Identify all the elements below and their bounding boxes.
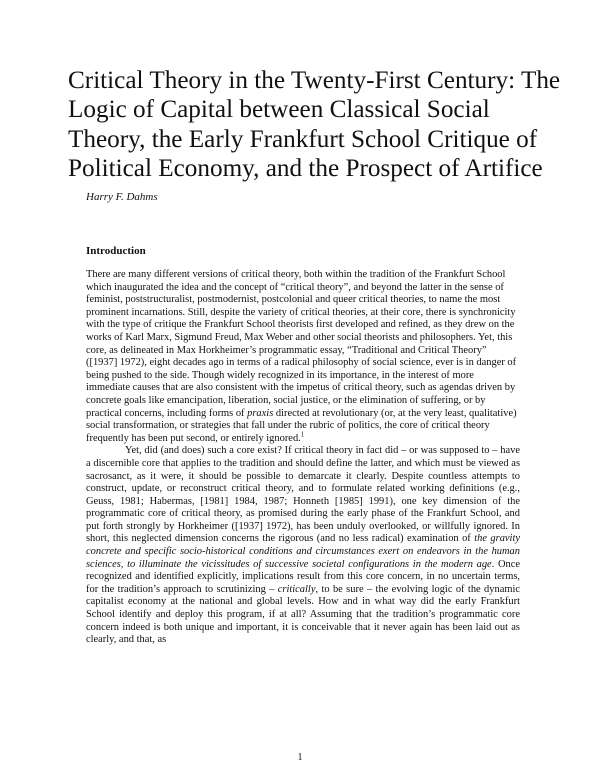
body-text: [86, 269, 520, 647]
paragraph-1-text-a: There are many different versions of critical theory, both within the tradition of the Frankfurt School which inaugurated the idea and the concept of “critical theory”, and beyond the latter in the sense of feminist, poststructuralist, postmodernist, postcolonial and queer critical theories, to name the most prominent incarnations. Still, despite the variety of critical theories, at their core, there is synchronicity with the type of critique the Frankfurt School theorists first developed and refined, as they drew on the works of Karl Marx, Sigmund Freud, Max Weber and other social theorists and philosophers. Yet, this core, as delineated in Max Horkheimer’s programmatic essay, “Traditional and Critical Theory” ([1937] 1972), eight decades ago in terms of a radical philosophy of social science, ever is in danger of being pushed to the side. Though widely recognized in its importance, in the interest of more immediate causes that are also consistent with the impetus of critical theory, such as agendas driven by concrete goals like emancipation, liberation, social justice, or the elimination of suffering, or by practical concerns, including forms of: [86, 269, 517, 419]
section-heading: Introduction: [86, 245, 146, 257]
paper-title: Critical Theory in the Twenty-First Century: The Logic of Capital between Classical Social Theory, the Early Frankfurt School Critique of Political Economy, and the Prospect of Artifice: [68, 67, 561, 182]
paragraph-2-italic-1: the gravity concrete and specific socio-historical conditions and circumstances exert on endeavors in the human sciences, to illuminate the vicissitudes of successive societal configurations in the modern age: [86, 533, 520, 570]
page-number: 1: [297, 752, 303, 763]
paragraph-1: [86, 269, 520, 445]
paragraph-2-text-c: , to be sure – the evolving logic of the dynamic capitalist economy at the national and global levels. How and in what way did the early Frankfurt School identify and deploy this program, if at all? Assuming that the tradition’s programmatic core concern indeed is both unique and important, it is conceivable that it never again has been laid out as clearly, and that, as: [86, 583, 520, 646]
paragraph-1-text-b: directed at revolutionary (or, at the very least, qualitative) social transformation, or strategies that fall under the rubric of politics, the core of critical theory frequently has been put second, or entirely ignored.: [86, 407, 517, 444]
paragraph-2-text-a: Yet, did (and does) such a core exist? If critical theory in fact did – or was supposed to – have a discernible core that applies to the tradition and should define the latter, and which must be viewed as sacrosanct, as it were, it should be possible to demarcate it clearly. Despite countless attempts to construct, update, or reconstruct critical theory, and to formulate related working definitions (e.g., Geuss, 1981; Habermas, [1981] 1984, 1987; Honneth [1985] 1991), one key dimension of the programmatic core of critical theory, as promised during the early phase of the Frankfurt School, and put forth strongly by Horkheimer ([1937] 1972), has been unduly overlooked, or willfully ignored. In short, this neglected dimension concerns the rigorous (and no less radical) examination of: [86, 445, 520, 545]
footnote-ref[interactable]: 1: [300, 430, 305, 439]
paragraph-2: [86, 445, 520, 647]
paragraph-2-italic-2: critically: [277, 583, 316, 595]
author-name: Harry F. Dahms: [86, 191, 158, 203]
paragraph-1-italic: praxis: [247, 407, 274, 419]
paragraph-2-text-b: . Once recognized and identified explicitly, implications result from this core concern, in no uncertain terms, for the tradition’s approach to scrutinizing –: [86, 558, 520, 595]
